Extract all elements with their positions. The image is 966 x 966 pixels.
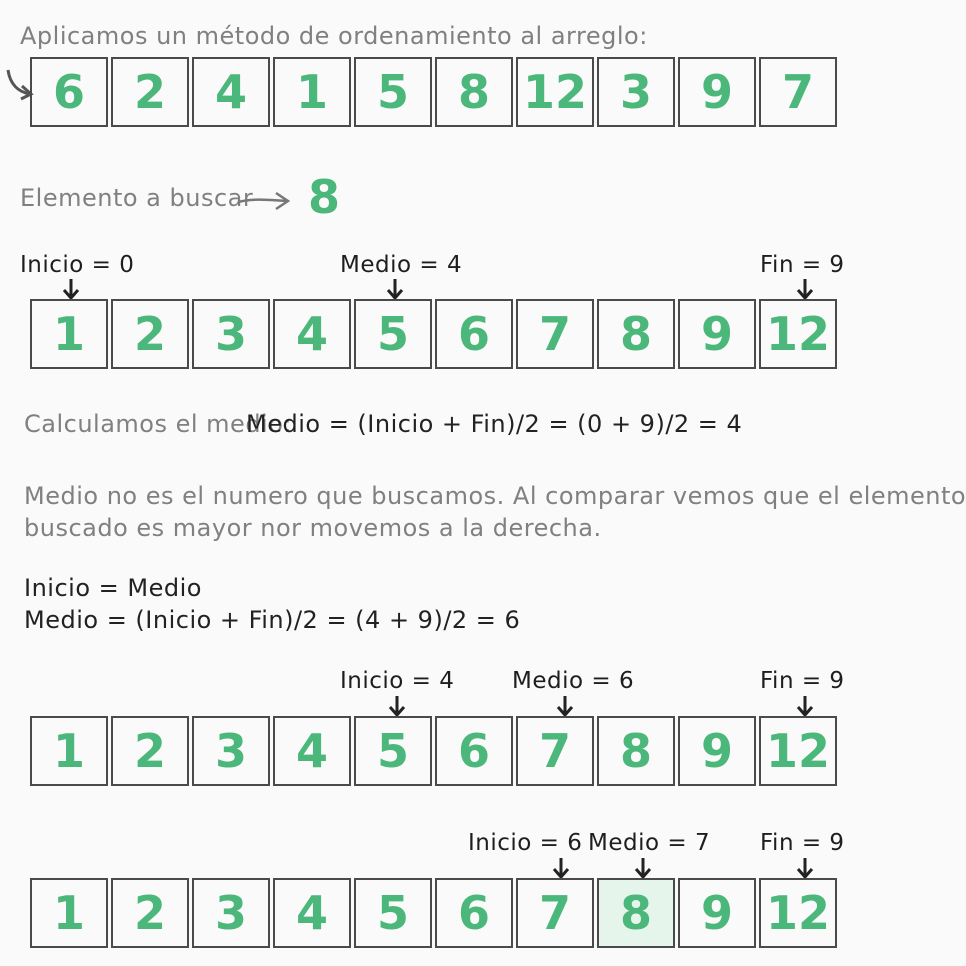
sorted-array-step1 (30, 299, 840, 369)
array-cell: 4 (192, 57, 270, 127)
array-cell: 5 (354, 716, 432, 786)
array-cell: 2 (111, 299, 189, 369)
array-cell: 6 (435, 299, 513, 369)
array-cell: 7 (516, 299, 594, 369)
array-cell: 3 (597, 57, 675, 127)
array-cell: 7 (516, 878, 594, 948)
array-cell: 6 (435, 716, 513, 786)
fin-label: Fin = 9 (760, 252, 845, 278)
array-cell: 6 (30, 57, 108, 127)
array-cell: 7 (516, 716, 594, 786)
search-value: 8 (308, 170, 341, 224)
search-label: Elemento a buscar (20, 184, 254, 212)
array-cell: 8 (435, 57, 513, 127)
down-arrow-icon (62, 278, 80, 300)
array-cell: 12 (759, 299, 837, 369)
array-cell: 6 (435, 878, 513, 948)
array-cell: 1 (30, 299, 108, 369)
array-cell: 3 (192, 878, 270, 948)
fin-label: Fin = 9 (760, 668, 845, 694)
update-line1: Inicio = Medio (24, 574, 202, 602)
down-arrow-icon (634, 857, 652, 879)
array-cell: 5 (354, 299, 432, 369)
medio-label: Medio = 7 (588, 830, 711, 856)
array-cell: 9 (678, 57, 756, 127)
array-cell: 12 (516, 57, 594, 127)
inicio-label: Inicio = 0 (20, 252, 135, 278)
array-cell: 1 (30, 878, 108, 948)
array-cell: 12 (759, 878, 837, 948)
fin-label: Fin = 9 (760, 830, 845, 856)
array-cell: 8 (597, 716, 675, 786)
array-cell: 3 (192, 716, 270, 786)
array-cell: 9 (678, 878, 756, 948)
down-arrow-icon (386, 278, 404, 300)
array-cell: 4 (273, 878, 351, 948)
found-cell: 8 (597, 878, 675, 948)
sorted-array-step2 (30, 716, 840, 786)
calc-formula: Medio = (Inicio + Fin)/2 = (0 + 9)/2 = 4 (246, 410, 743, 438)
array-cell: 3 (192, 299, 270, 369)
array-cell: 4 (273, 716, 351, 786)
array-cell: 4 (273, 299, 351, 369)
explain-line2: buscado es mayor nor movemos a la derecha. (24, 514, 602, 542)
down-arrow-icon (796, 857, 814, 879)
explain-line1: Medio no es el numero que buscamos. Al comparar vemos que el elemento (24, 482, 966, 510)
calc-prefix: Calculamos el medio: (24, 410, 292, 438)
down-arrow-icon (796, 695, 814, 717)
array-cell: 2 (111, 716, 189, 786)
inicio-label: Inicio = 4 (340, 668, 455, 694)
array-cell: 7 (759, 57, 837, 127)
array-cell: 2 (111, 57, 189, 127)
array-cell: 12 (759, 716, 837, 786)
medio-label: Medio = 6 (512, 668, 635, 694)
inicio-label: Inicio = 6 (468, 830, 583, 856)
down-arrow-icon (552, 857, 570, 879)
sorted-array-step3 (30, 878, 840, 948)
unsorted-array (30, 57, 840, 127)
array-cell: 1 (273, 57, 351, 127)
down-arrow-icon (556, 695, 574, 717)
update-line2: Medio = (Inicio + Fin)/2 = (4 + 9)/2 = 6 (24, 606, 521, 634)
array-cell: 5 (354, 57, 432, 127)
array-cell: 9 (678, 299, 756, 369)
array-cell: 5 (354, 878, 432, 948)
array-cell: 2 (111, 878, 189, 948)
intro-text: Aplicamos un método de ordenamiento al arreglo: (20, 22, 648, 50)
array-cell: 1 (30, 716, 108, 786)
array-cell: 8 (597, 299, 675, 369)
down-arrow-icon (796, 278, 814, 300)
down-arrow-icon (388, 695, 406, 717)
right-arrow-icon (236, 190, 292, 212)
array-cell: 9 (678, 716, 756, 786)
medio-label: Medio = 4 (340, 252, 463, 278)
